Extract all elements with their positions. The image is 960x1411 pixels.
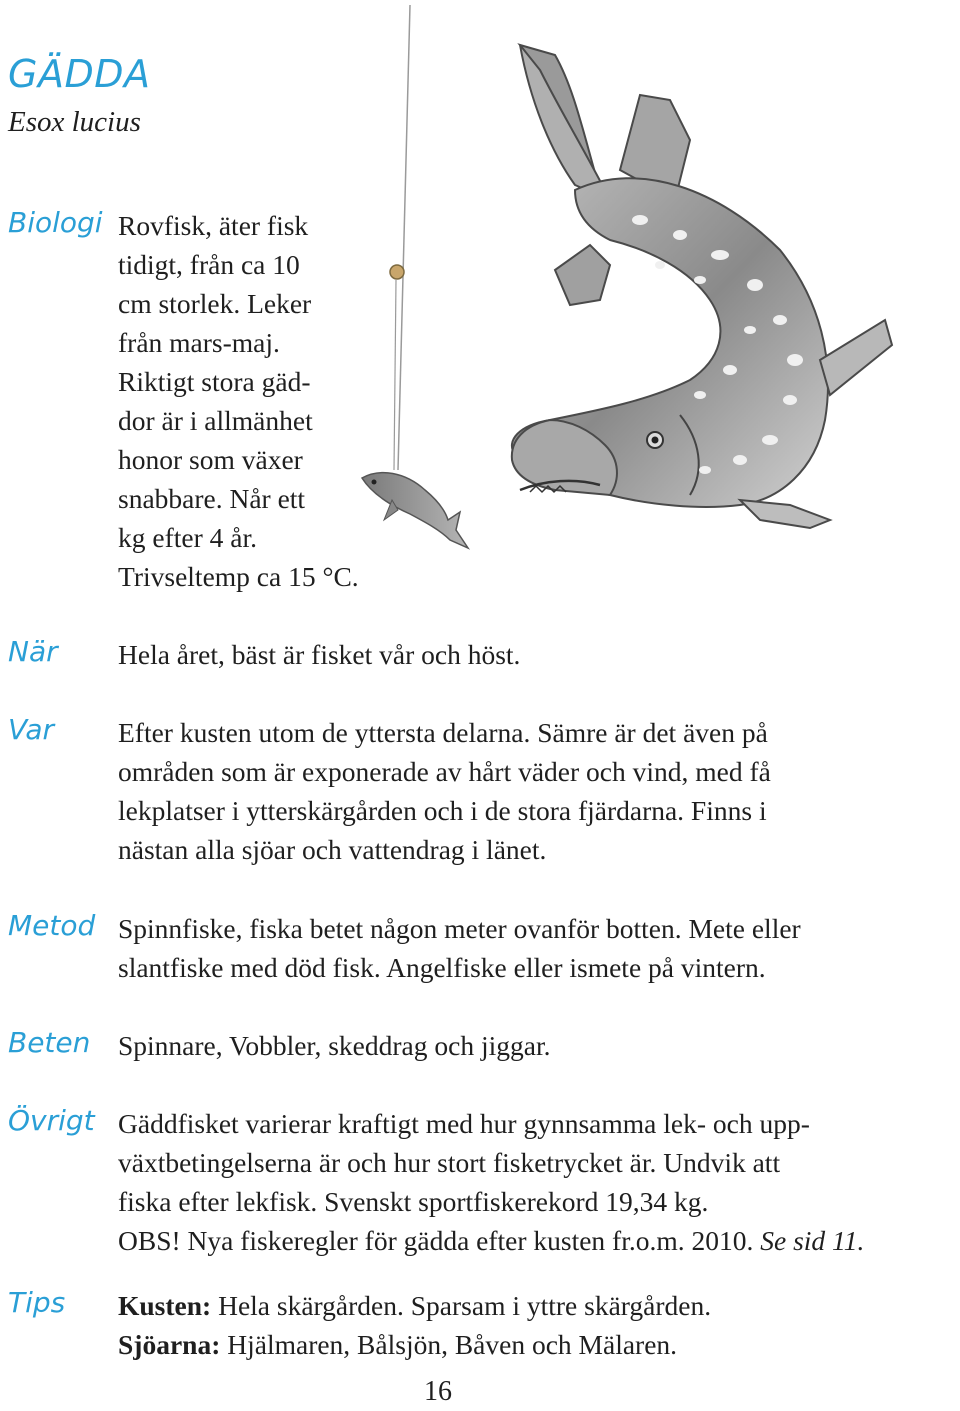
float-bead	[390, 265, 404, 279]
section-label-beten: Beten	[8, 1026, 91, 1059]
section-label-ovrigt: Övrigt	[8, 1104, 95, 1137]
section-text-ovrigt: Gäddfisket varierar kraftigt med hur gynnsamma lek- och upp- växtbetingelserna är och hur stort fisketrycket är. Undvik att fiska efter lekfisk. Svenskt sportfiskerekord 19,34 kg. OBS! Nya fiskeregler för gädda efter kusten fr.o.m. 2010. Se sid 11.	[118, 1104, 864, 1260]
section-text-tips: Kusten: Hela skärgården. Sparsam i yttre skärgården. Sjöarna: Hjälmaren, Bålsjön, Båven och Mälaren.	[118, 1290, 712, 1360]
ovrigt-last-line: OBS! Nya fiskeregler för gädda efter kusten fr.o.m. 2010. Se sid 11.	[118, 1225, 865, 1256]
section-label-biologi: Biologi	[8, 206, 103, 239]
section-label-metod: Metod	[8, 909, 96, 942]
section-text-metod: Spinnfiske, fiska betet någon meter ovanför botten. Mete eller slantfiske med död fisk. Angelfiske eller ismete på vintern.	[118, 913, 801, 983]
page-number: 16	[424, 1376, 452, 1407]
section-label-tips: Tips	[8, 1286, 66, 1319]
fishing-line	[398, 5, 410, 470]
pike-fish-icon	[512, 45, 892, 528]
section-text-biologi: Rovfisk, äter fisk tidigt, från ca 10 cm storlek. Leker från mars-maj. Riktigt stora gäd- dor är i allmänhet honor som växer snabbare. Når ett kg efter 4 år. Trivseltemp ca 15 °C.	[118, 210, 359, 592]
page-reference-link: Se sid 11.	[760, 1225, 865, 1256]
section-text-var: Efter kusten utom de yttersta delarna. Sämre är det även på områden som är exponerade av hårt väder och vind, med få lekplatser i ytterskärgården och i de stora fjärdarna. Finns i nästan alla sjöar och vattendrag i länet.	[118, 717, 771, 865]
section-label-nar: När	[8, 635, 58, 668]
bait-fish-icon	[362, 473, 468, 548]
section-text-beten: Spinnare, Vobbler, skeddrag och jiggar.	[118, 1030, 551, 1061]
page-title: GÄDDA	[8, 52, 151, 96]
section-label-var: Var	[8, 713, 55, 746]
latin-name: Esox lucius	[8, 106, 141, 138]
section-text-nar: Hela året, bäst är fisket vår och höst.	[118, 639, 521, 670]
